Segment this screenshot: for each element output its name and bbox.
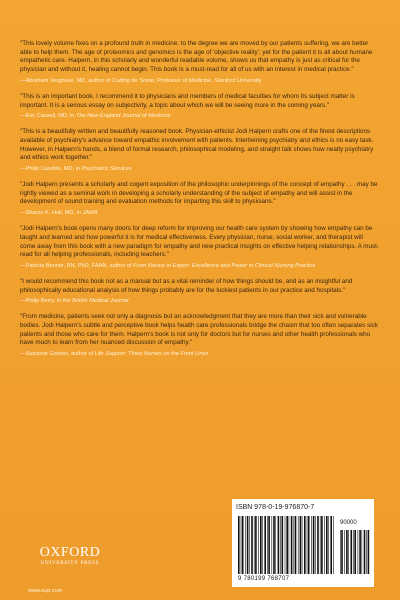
attribution-title: Cutting for Stone bbox=[112, 77, 155, 84]
attribution-author: —Patricia Benner, RN, PhD, FAAN, author of bbox=[20, 262, 134, 269]
attribution-author: —Suzanne Gordon, author of bbox=[20, 351, 95, 358]
quote-attribution bbox=[20, 262, 380, 270]
quote-3 bbox=[20, 128, 380, 173]
attribution-author: —Abraham Verghese, MD, author of bbox=[20, 77, 113, 84]
quote-text: "I would recommend this book not as a manual but as a vital reminder of how things should be, and as an insightful and philosophically educational analysis of how things probably are for the luckiest patients in our practice and hospitals." bbox=[20, 277, 353, 294]
attribution-title: The New England Journal of Medicine bbox=[75, 113, 171, 120]
publisher-logo bbox=[28, 546, 112, 566]
quote-attribution bbox=[20, 112, 380, 120]
attribution-title: From Novice to Expert: Excellence and Power in Clinical Nursing Practice bbox=[133, 262, 316, 269]
quote-7 bbox=[20, 313, 380, 358]
attribution-author: —Sharon K. Hull, MD, in bbox=[20, 210, 83, 217]
attribution-suffix: , Professor of Medicine, Stanford University bbox=[154, 77, 262, 84]
quote-attribution bbox=[20, 350, 380, 358]
quote-text: "Jodi Halpern's book opens many doors for deep reform for improving our health care system by showing how empathy can be taught and learned and how powerful it is for medical effectiveness. Every physician, nurse, social worker, and therapist will come away from this book with a new paradigm for empathy and new practical insights on effective helping relationships. A must-read for all helping professionals, including teachers." bbox=[20, 225, 379, 259]
barcode-main-icon bbox=[238, 516, 334, 574]
attribution-title: JAMA bbox=[82, 210, 98, 217]
attribution-title: British Medical Journal bbox=[72, 298, 129, 305]
quote-attribution bbox=[20, 77, 380, 85]
quote-text: "From medicine, patients seek not only a diagnosis but an acknowledgment that they are more than their sick and vulnerable bodies. Jodi Halpern's subtle and perceptive book helps health care professionals bridge the chasm that too often separates sick patients and those who care for them. Halpern's book is not only for doctors but for nurses and other health professionals who have much to learn from her nuanced discussion of empathy." bbox=[20, 313, 378, 347]
quote-1 bbox=[20, 40, 380, 85]
quote-text: "This is an important book. I recommend it to physicians and members of medical faculties for whom its subject matter is important. It is a serious essay on subjectivity, a topic about which we will be seeing more in the coming years." bbox=[20, 92, 355, 109]
quote-attribution bbox=[20, 209, 380, 217]
attribution-author: —Eric Cassell, MD, in bbox=[20, 113, 76, 120]
endorsements bbox=[20, 40, 380, 366]
barcode-box bbox=[232, 499, 374, 587]
attribution-author: —Philip Candilis, MD, in bbox=[20, 166, 82, 173]
quote-attribution bbox=[20, 297, 380, 305]
price-addon: 90000 bbox=[340, 520, 357, 526]
quote-6 bbox=[20, 278, 380, 305]
publisher-name: OXFORD bbox=[39, 545, 101, 560]
publisher-website: www.oup.com bbox=[28, 588, 63, 594]
attribution-author: —Philip Berry, in the bbox=[20, 298, 73, 305]
attribution-title: Psychiatric Services bbox=[81, 166, 132, 173]
quote-4 bbox=[20, 181, 380, 217]
quote-text: "This lovely volume fixes on a profound truth in medicine: to the degree we are moved by our patients suffering, we are better able to help them. The age of proteomics and genomics is the age of 'objective reality', yet for the patient it is all about humane empathetic care. Halpern, in this scholarly and wonderful readable volume, shows us that empathy is just as critical for the physician and without it, healing cannot begin. This book is a must-read for all of us with an interest in medical practice." bbox=[20, 40, 373, 74]
quote-2 bbox=[20, 93, 380, 120]
attribution-title: Life Support: Three Nurses on the Front Lines bbox=[94, 351, 209, 358]
quote-text: "Jodi Halpern presents a scholarly and cogent exposition of the philosophic underpinnings of the concept of empathy . . . may be rightly viewed as a seminal work in developing a scholarly understanding of the subject of empathy and will assist in the development of sound training and evaluation methods for imparting this skill to physicians." bbox=[20, 181, 378, 206]
quote-attribution bbox=[20, 165, 380, 173]
isbn-label: ISBN 978-0-19-976870-7 bbox=[236, 504, 315, 511]
ean-number: 9 780199 768707 bbox=[238, 576, 290, 582]
barcode-addon-icon bbox=[340, 530, 370, 574]
quote-text: "This is a beautifully written and beautifully reasoned book. Physician-ethicist Jodi Halpern crafts one of the finest descriptions available of psychiatry's advance toward empathic involvement with patients. Intertwining psychiatry and ethics is no easy task. However, in Halpern's hands, a blend of formal research, philosophical modeling, and straight talk shows how neatly psychiatry and ethics work together." bbox=[20, 128, 374, 162]
quote-5 bbox=[20, 225, 380, 270]
publisher-subtitle: UNIVERSITY PRESS bbox=[40, 561, 100, 566]
